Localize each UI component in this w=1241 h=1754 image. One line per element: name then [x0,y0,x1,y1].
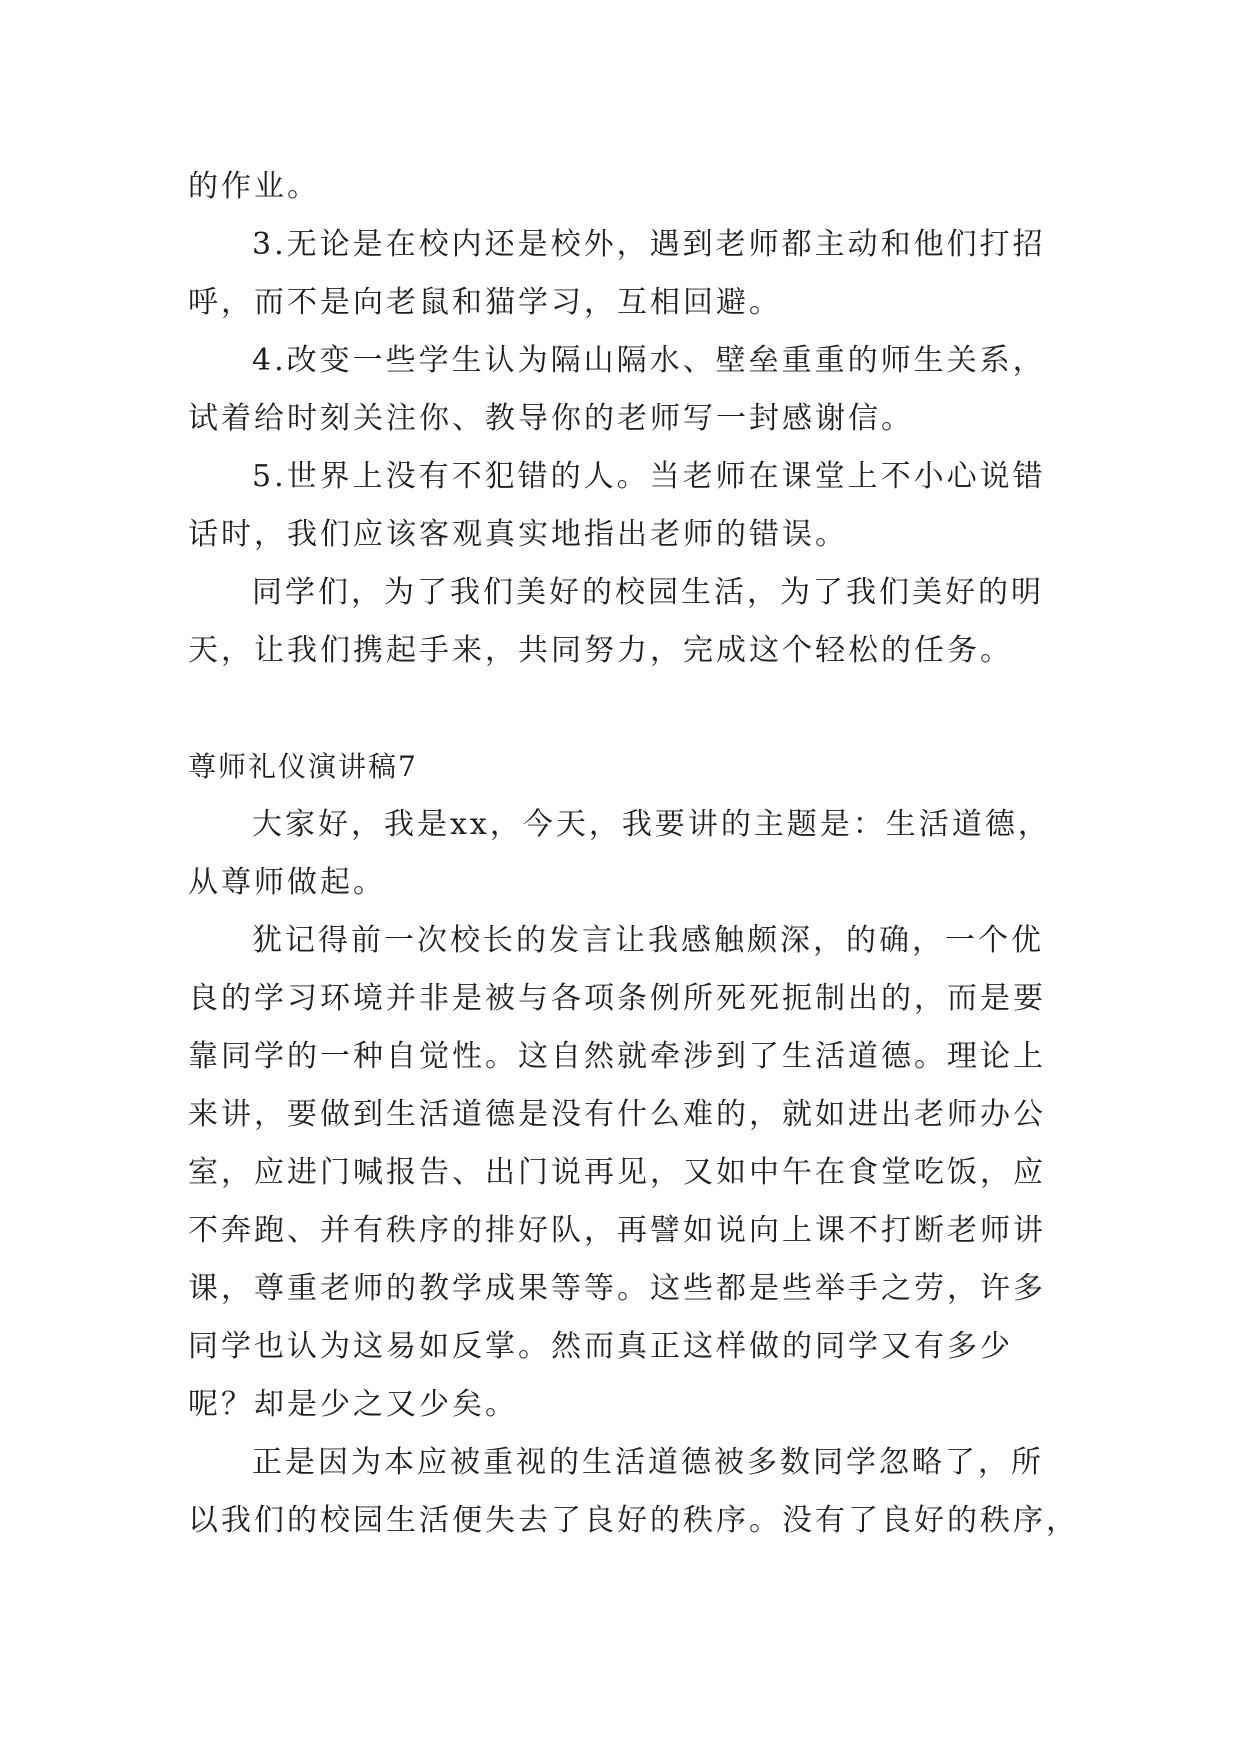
text-line: 不奔跑、并有秩序的排好队，再譬如说向上课不打断老师讲 [188,1213,1046,1248]
text-line: 靠同学的一种自觉性。这自然就牵涉到了生活道德。理论上 [188,1039,1046,1074]
text-line: 室，应进门喊报告、出门说再见，又如中午在食堂吃饭，应 [188,1155,1046,1190]
text-line: 的作业。 [188,169,320,204]
text-line: 同学们，为了我们美好的校园生活，为了我们美好的明 [252,575,1044,610]
text-line: 同学也认为这易如反掌。然而真正这样做的同学又有多少 [188,1329,1013,1364]
text-line: 良的学习环境并非是被与各项条例所死死扼制出的，而是要 [188,981,1046,1016]
text-line: 呢？却是少之又少矣。 [188,1387,518,1422]
text-line: 天，让我们携起手来，共同努力，完成这个轻松的任务。 [188,633,1013,668]
text-line: 正是因为本应被重视的生活道德被多数同学忽略了，所 [252,1445,1044,1480]
text-line: 犹记得前一次校长的发言让我感触颇深，的确，一个优 [252,923,1044,958]
text-line: 以我们的校园生活便失去了良好的秩序。没有了良好的秩序， [188,1503,1079,1538]
section-gap [188,680,1053,738]
text-line: 呼，而不是向老鼠和猫学习，互相回避。 [188,285,782,320]
text-line: 来讲，要做到生活道德是没有什么难的，就如进出老师办公 [188,1097,1046,1132]
text-line: 5.世界上没有不犯错的人。当老师在课堂上不小心说错 [252,459,1046,494]
text-line: 大家好，我是xx，今天，我要讲的主题是：生活道德， [252,807,1051,842]
text-line: 从尊师做起。 [188,865,386,900]
text-line: 3.无论是在校内还是校外，遇到老师都主动和他们打招 [252,227,1046,262]
text-line: 试着给时刻关注你、教导你的老师写一封感谢信。 [188,401,914,436]
text-line: 4.改变一些学生认为隔山隔水、壁垒重重的师生关系， [252,343,1046,378]
text-line: 课，尊重老师的教学成果等等。这些都是些举手之劳，许多 [188,1271,1046,1306]
section-heading: 尊师礼仪演讲稿7 [188,750,418,783]
text-line: 话时，我们应该客观真实地指出老师的错误。 [188,517,848,552]
document-body [188,158,1079,1550]
